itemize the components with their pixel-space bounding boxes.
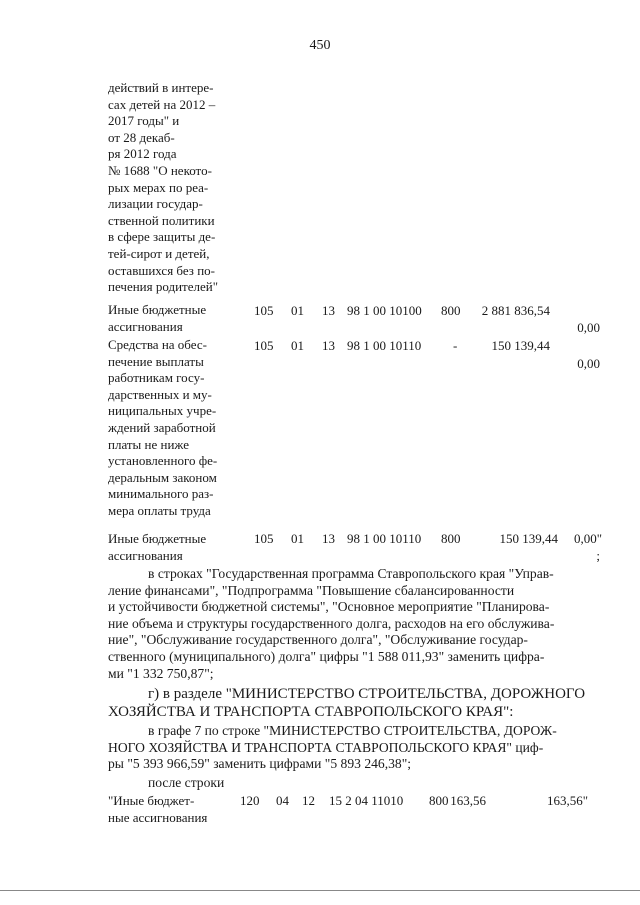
para-line: в графе 7 по строке "МИНИСТЕРСТВО СТРОИТЕЛЬСТВА, ДОРОЖ- <box>148 723 557 738</box>
cell-target: 98 1 00 10110 <box>347 531 422 546</box>
cell-sum-2: 0,00 <box>577 320 600 335</box>
para-line: в строках "Государственная программа Ставропольского края "Управ- <box>148 566 554 581</box>
row-name-line: минимального раз- <box>108 486 214 502</box>
amendment-paragraph <box>108 566 608 682</box>
row-name-line: ниципальных учре- <box>108 403 217 419</box>
page-number: 450 <box>309 38 331 53</box>
cell-sum: 150 139,44 <box>491 338 550 353</box>
heading-line: ХОЗЯЙСТВА И ТРАНСПОРТА СТАВРОПОЛЬСКОГО КРАЯ": <box>108 704 514 720</box>
cell-subsection: 13 <box>322 338 335 353</box>
row-name-line: ассигнования <box>108 547 183 563</box>
intro-line: действий в интере- <box>108 80 214 95</box>
cell-ministry: 105 <box>254 303 274 318</box>
row-name-line: работникам госу- <box>108 370 205 386</box>
cell-ministry: 105 <box>254 531 274 546</box>
table-row-second <box>0 320 640 337</box>
para-line: и устойчивости бюджетной системы", "Основное мероприятие "Планирова- <box>108 599 550 615</box>
amendment-paragraph-2 <box>108 723 608 773</box>
intro-line: от 28 декаб- <box>108 129 175 145</box>
semicolon: ; <box>596 548 600 563</box>
intro-line: в сфере защиты де- <box>108 229 216 245</box>
intro-line: тей-сирот и детей, <box>108 245 210 261</box>
cell-section: 01 <box>291 338 304 353</box>
para-line: ление финансами", "Подпрограмма "Повышение сбалансированности <box>108 582 515 598</box>
intro-line: сах детей на 2012 – <box>108 96 216 112</box>
cell-ministry: 105 <box>254 338 274 353</box>
row-name-line: ные ассигнования <box>108 809 208 825</box>
para-line: ми "1 332 750,87"; <box>108 665 214 681</box>
cell-sum: 163,56 <box>450 793 486 808</box>
row-name-line: дарственных и му- <box>108 386 212 402</box>
row-name-line: ассигнования <box>108 318 183 334</box>
cell-type: 800 <box>429 793 449 808</box>
cell-subsection: 12 <box>302 793 315 808</box>
intro-line: оставшихся без по- <box>108 262 215 278</box>
section-heading <box>108 685 618 721</box>
row-name-line: деральным законом <box>108 469 217 485</box>
table-row-second <box>0 548 640 565</box>
row-name-line: "Иные бюджет- <box>108 793 195 808</box>
cell-target: 98 1 00 10110 <box>347 338 422 353</box>
cell-type: 800 <box>441 303 461 318</box>
table-row <box>0 531 640 548</box>
intro-line: ря 2012 года <box>108 146 177 162</box>
intro-line: № 1688 "О некото- <box>108 162 212 178</box>
row-name-line: Средства на обес- <box>108 337 207 352</box>
intro-line: печения родителей" <box>108 279 219 295</box>
cell-sum-2: 163,56" <box>546 793 588 808</box>
intro-line: ственной политики <box>108 212 215 228</box>
cell-subsection: 13 <box>322 531 335 546</box>
cell-sum: 2 881 836,54 <box>481 303 550 318</box>
after-row-label <box>108 775 608 792</box>
para-line: ние", "Обслуживание государственного долга", "Обслуживание государ- <box>108 632 528 648</box>
cell-sum-2: 0,00" <box>573 531 602 546</box>
scan-edge-line <box>0 890 640 891</box>
row-name-line: установленного фе- <box>108 453 218 469</box>
intro-line: лизации государ- <box>108 196 203 212</box>
intro-line: 2017 годы" и <box>108 113 180 129</box>
table-row <box>0 793 640 810</box>
intro-line: рых мерах по реа- <box>108 179 209 195</box>
cell-ministry: 120 <box>240 793 260 808</box>
cell-section: 04 <box>276 793 289 808</box>
table-row <box>0 338 640 355</box>
para-line: после строки <box>148 775 225 790</box>
row-name-line: мера оплаты труда <box>108 502 211 518</box>
cell-section: 01 <box>291 531 304 546</box>
table-row <box>0 303 640 320</box>
cell-subsection: 13 <box>322 303 335 318</box>
table-row-second <box>0 353 640 373</box>
intro-text <box>108 80 238 296</box>
row-name-line: печение выплаты <box>108 353 204 369</box>
cell-section: 01 <box>291 303 304 318</box>
heading-line: г) в разделе "МИНИСТЕРСТВО СТРОИТЕЛЬСТВА, ДОРОЖНОГО <box>148 686 586 702</box>
para-line: ственного (муниципального) долга" цифры "1 588 011,93" заменить цифра- <box>108 648 545 664</box>
cell-sum-2: 0,00 <box>577 356 600 371</box>
para-line: НОГО ХОЗЯЙСТВА И ТРАНСПОРТА СТАВРОПОЛЬСКОГО КРАЯ" циф- <box>108 739 544 755</box>
cell-type: 800 <box>441 531 461 546</box>
row-name-line: платы не ниже <box>108 436 190 452</box>
row-name-line: Иные бюджетные <box>108 302 207 317</box>
para-line: ние объема и структуры государственного долга, расходов на его обслужива- <box>108 615 555 631</box>
para-line: ры "5 393 966,59" заменить цифрами "5 893 246,38"; <box>108 756 412 772</box>
cell-sum: 150 139,44 <box>499 531 558 546</box>
row-name-line: ждений заработной <box>108 419 216 435</box>
cell-type: - <box>453 338 458 353</box>
row-name-line: Иные бюджетные <box>108 531 207 546</box>
cell-target: 15 2 04 11010 <box>329 793 404 808</box>
cell-target: 98 1 00 10100 <box>347 303 422 318</box>
